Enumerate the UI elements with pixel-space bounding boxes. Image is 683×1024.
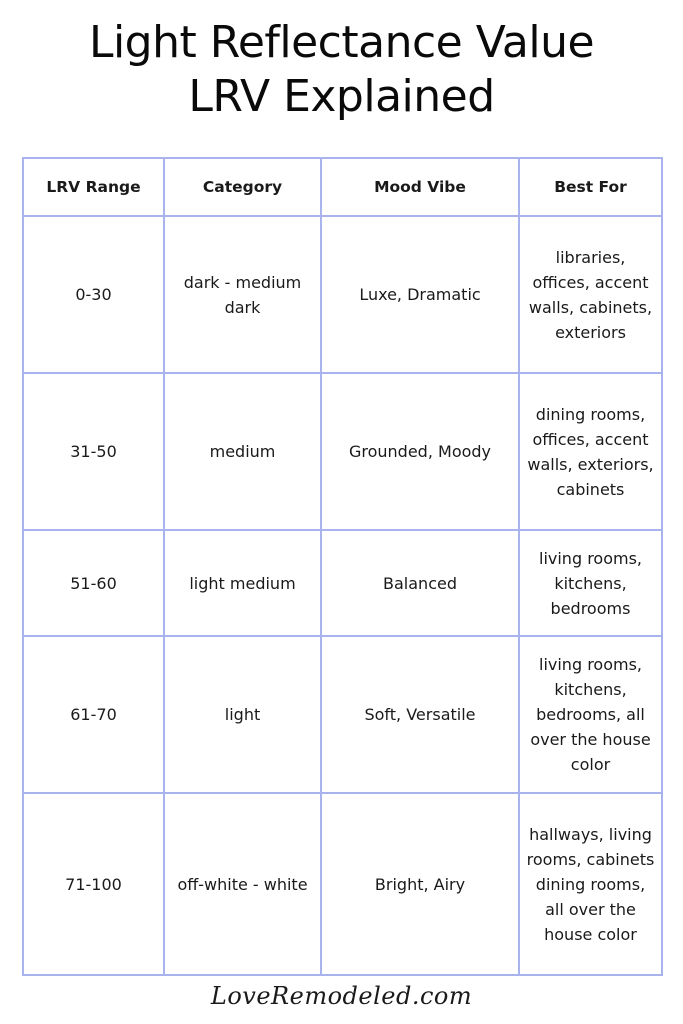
cell-best-for: dining rooms, offices, accent walls, exteriors, cabinets [519,373,662,530]
cell-mood-vibe: Balanced [321,530,519,636]
header-best-for: Best For [519,158,662,216]
cell-best-for: libraries, offices, accent walls, cabinets, exteriors [519,216,662,373]
cell-lrv-range: 0-30 [23,216,164,373]
header-mood-vibe: Mood Vibe [321,158,519,216]
header-lrv-range: LRV Range [23,158,164,216]
cell-lrv-range: 71-100 [23,793,164,975]
cell-mood-vibe: Soft, Versatile [321,636,519,793]
cell-category: off-white - white [164,793,321,975]
header-category: Category [164,158,321,216]
cell-mood-vibe: Luxe, Dramatic [321,216,519,373]
table-row [23,373,662,530]
cell-best-for: living rooms, kitchens, bedrooms, all over the house color [519,636,662,793]
cell-category: light medium [164,530,321,636]
cell-lrv-range: 51-60 [23,530,164,636]
table-row [23,530,662,636]
table-row [23,793,662,975]
title-line-1: Light Reflectance Value [88,17,595,68]
table-row [23,636,662,793]
table-row [23,216,662,373]
lrv-table [22,157,663,976]
title-line-2: LRV Explained [188,71,495,122]
cell-lrv-range: 61-70 [23,636,164,793]
cell-category: light [164,636,321,793]
cell-best-for: hallways, living rooms, cabinets dining rooms, all over the house color [519,793,662,975]
brand-footer: LoveRemodeled.com [210,982,473,1010]
page-title [0,16,683,124]
cell-lrv-range: 31-50 [23,373,164,530]
table-header-row [23,158,662,216]
cell-mood-vibe: Grounded, Moody [321,373,519,530]
cell-mood-vibe: Bright, Airy [321,793,519,975]
cell-best-for: living rooms, kitchens, bedrooms [519,530,662,636]
cell-category: medium [164,373,321,530]
cell-category: dark - medium dark [164,216,321,373]
